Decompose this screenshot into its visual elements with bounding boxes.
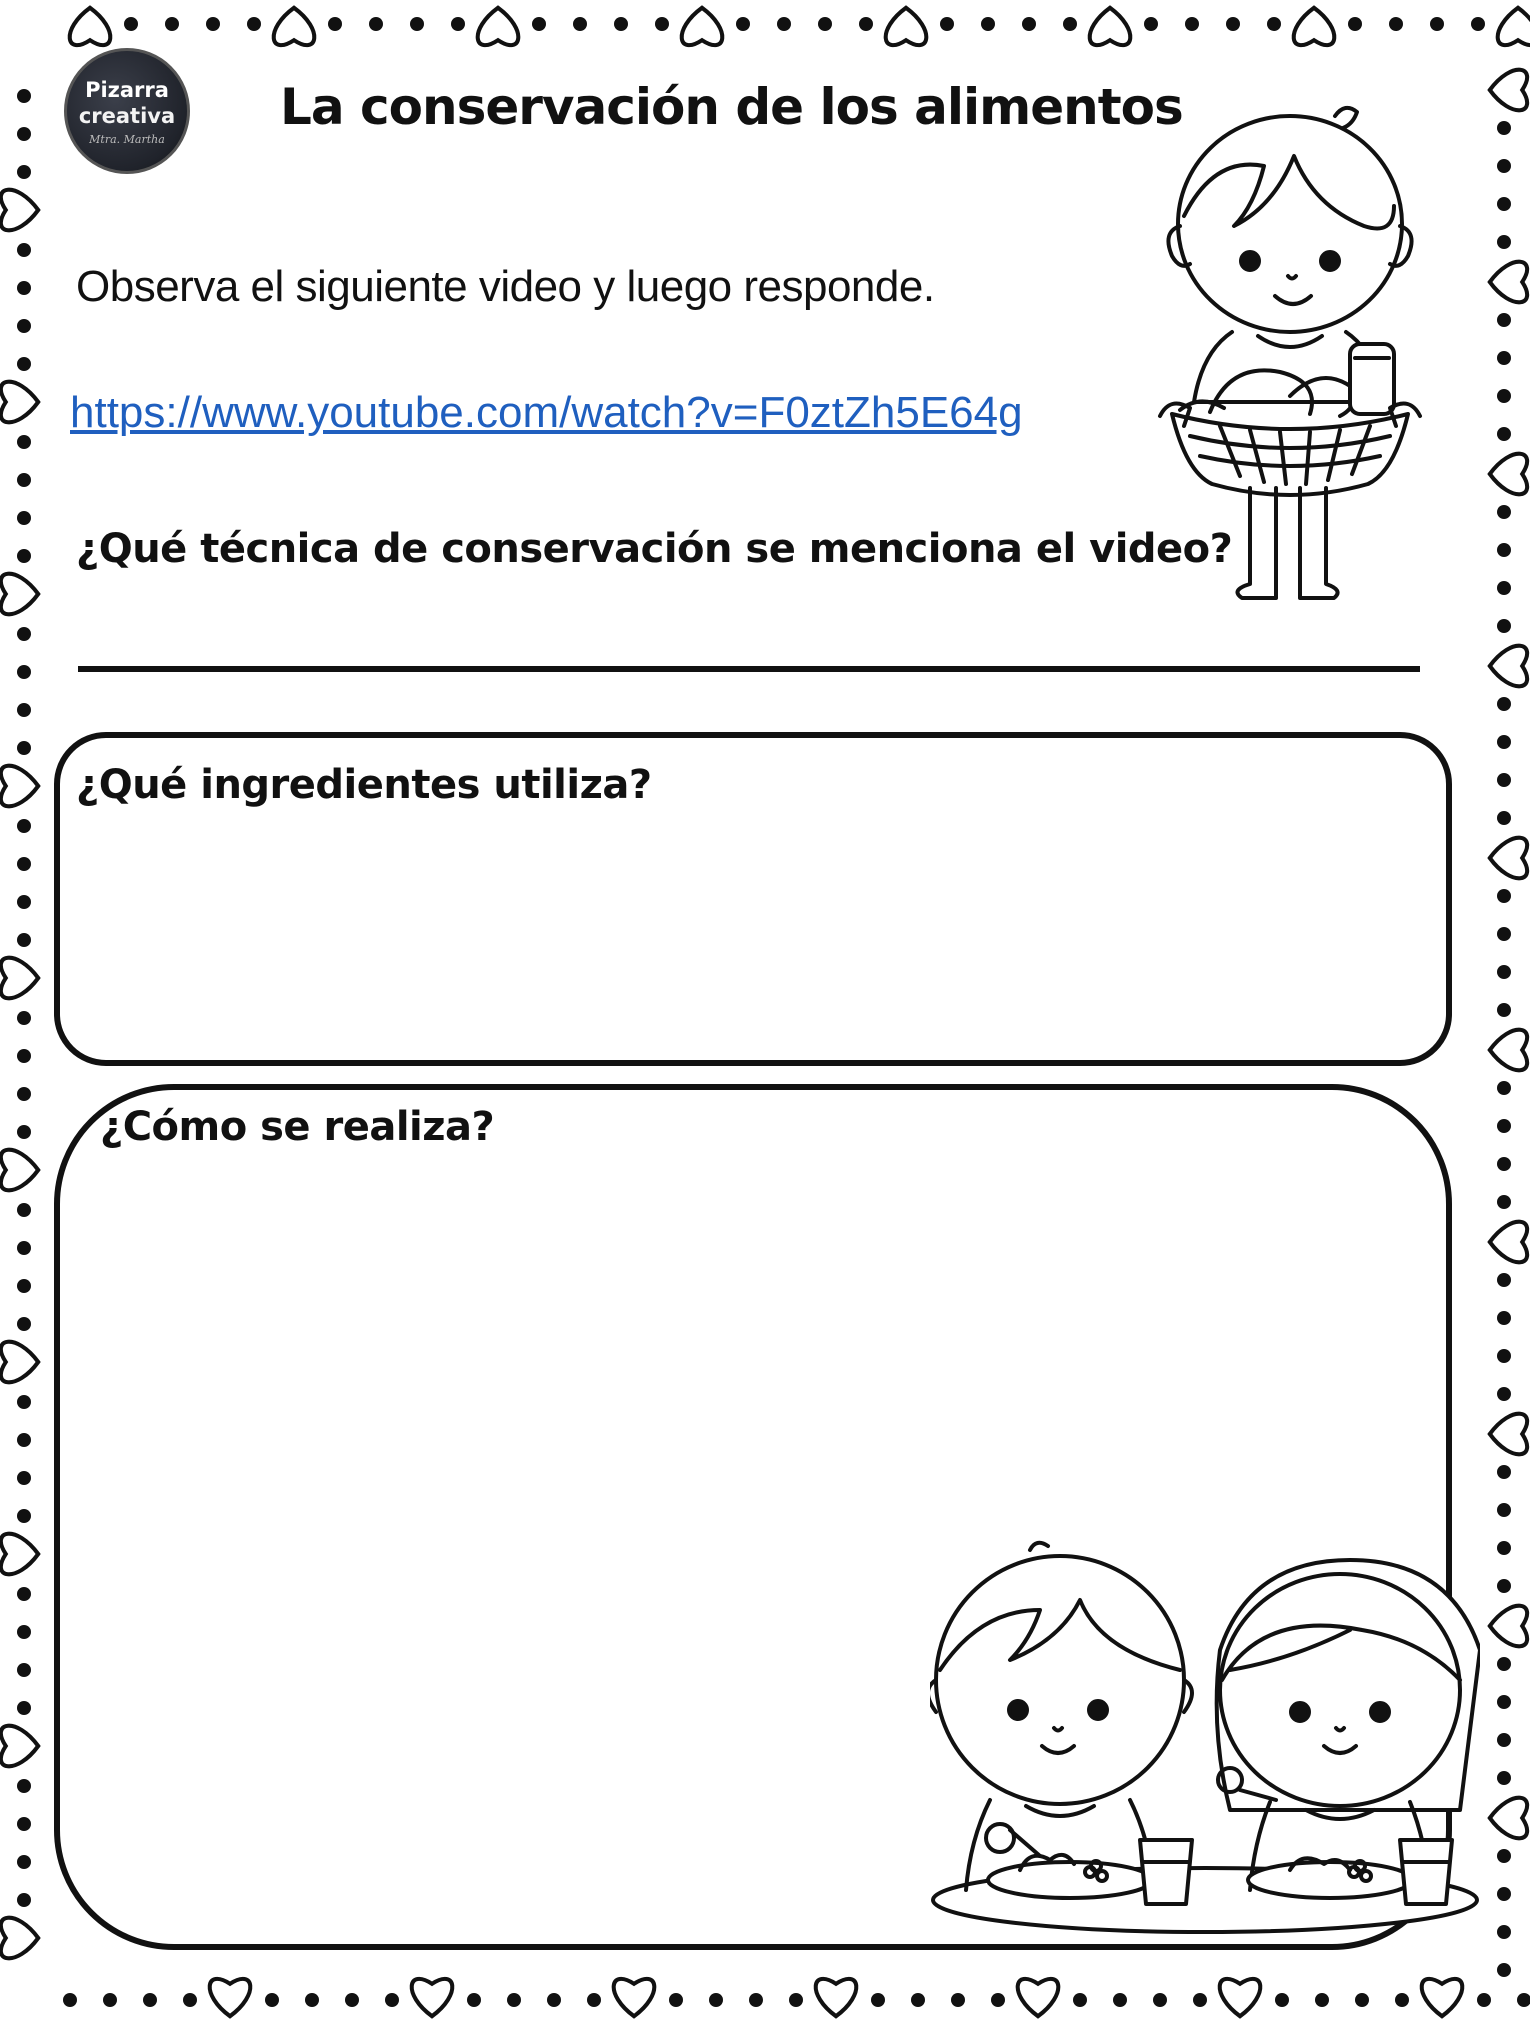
border-dot — [789, 1993, 803, 2007]
border-heart-icon — [1422, 1979, 1463, 2016]
border-dot — [17, 1125, 31, 1139]
border-dot — [183, 1993, 197, 2007]
border-heart-icon — [210, 1979, 251, 2016]
border-dot — [1497, 1003, 1511, 1017]
border-dot — [1153, 1993, 1167, 2007]
border-dot — [1497, 811, 1511, 825]
border-dot — [1226, 17, 1240, 31]
border-dot — [17, 703, 31, 717]
border-dot — [1497, 235, 1511, 249]
border-dot — [991, 1993, 1005, 2007]
border-dot — [1497, 505, 1511, 519]
border-dot — [1430, 17, 1444, 31]
border-dot — [17, 933, 31, 947]
border-dot — [709, 1993, 723, 2007]
border-dot — [369, 17, 383, 31]
border-dot — [547, 1993, 561, 2007]
border-dot — [247, 17, 261, 31]
border-dot — [1497, 773, 1511, 787]
border-heart-icon — [1, 574, 38, 615]
border-heart-icon — [1, 1150, 38, 1191]
border-dot — [1497, 389, 1511, 403]
border-heart-icon — [1, 190, 38, 231]
border-dot — [1497, 1579, 1511, 1593]
border-dot — [859, 17, 873, 31]
border-dot — [1389, 17, 1403, 31]
border-heart-icon — [1220, 1979, 1261, 2016]
border-heart-icon — [1090, 8, 1131, 45]
border-heart-icon — [816, 1979, 857, 2016]
border-heart-icon — [412, 1979, 453, 2016]
border-heart-icon — [1490, 1222, 1527, 1263]
border-dot — [385, 1993, 399, 2007]
border-heart-icon — [1490, 454, 1527, 495]
border-dot — [328, 17, 342, 31]
page-title: La conservación de los alimentos — [280, 78, 1183, 136]
border-heart-icon — [1490, 1606, 1527, 1647]
border-dot — [1395, 1993, 1409, 2007]
border-dot — [1497, 1887, 1511, 1901]
border-dot — [1113, 1993, 1127, 2007]
border-dot — [1497, 1541, 1511, 1555]
pizarra-creativa-logo — [64, 48, 190, 174]
border-dot — [1497, 965, 1511, 979]
border-dot — [1497, 197, 1511, 211]
border-heart-icon — [1498, 8, 1530, 45]
border-dot — [17, 1663, 31, 1677]
border-dot — [1497, 1311, 1511, 1325]
border-dot — [265, 1993, 279, 2007]
question-how: ¿Cómo se realiza? — [100, 1104, 495, 1150]
border-dot — [1063, 17, 1077, 31]
border-heart-icon — [1490, 646, 1527, 687]
border-dot — [736, 17, 750, 31]
border-dot — [103, 1993, 117, 2007]
border-dot — [777, 17, 791, 31]
border-heart-icon — [1294, 8, 1335, 45]
logo-text-line1: Pizarra — [85, 77, 169, 102]
border-heart-icon — [1018, 1979, 1059, 2016]
border-dot — [17, 741, 31, 755]
border-dot — [573, 17, 587, 31]
logo-text-line2: creativa — [78, 103, 176, 128]
border-dot — [63, 1993, 77, 2007]
border-dot — [410, 17, 424, 31]
border-heart-icon — [70, 8, 111, 45]
border-dot — [1497, 1387, 1511, 1401]
border-dot — [17, 357, 31, 371]
border-dot — [1497, 927, 1511, 941]
border-dot — [1477, 1993, 1491, 2007]
border-dot — [17, 89, 31, 103]
border-heart-icon — [886, 8, 927, 45]
border-dot — [1497, 581, 1511, 595]
border-dot — [17, 1241, 31, 1255]
border-heart-icon — [1, 958, 38, 999]
border-dot — [1497, 735, 1511, 749]
border-dot — [1193, 1993, 1207, 2007]
border-dot — [749, 1993, 763, 2007]
border-dot — [17, 435, 31, 449]
border-heart-icon — [682, 8, 723, 45]
border-dot — [17, 1587, 31, 1601]
border-heart-icon — [1, 1726, 38, 1767]
border-dot — [17, 1011, 31, 1025]
border-dot — [1497, 1465, 1511, 1479]
border-dot — [17, 1701, 31, 1715]
border-dot — [1267, 17, 1281, 31]
border-dot — [17, 1779, 31, 1793]
border-dot — [1144, 17, 1158, 31]
border-dot — [1497, 159, 1511, 173]
border-dot — [451, 17, 465, 31]
border-heart-icon — [1, 382, 38, 423]
border-heart-icon — [478, 8, 519, 45]
border-dot — [1497, 1695, 1511, 1709]
border-heart-icon — [1490, 1798, 1527, 1839]
border-dot — [17, 1433, 31, 1447]
border-dot — [165, 17, 179, 31]
border-dot — [17, 819, 31, 833]
border-heart-icon — [614, 1979, 655, 2016]
border-dot — [1497, 1963, 1511, 1977]
border-dot — [871, 1993, 885, 2007]
border-dot — [940, 17, 954, 31]
border-dot — [1348, 17, 1362, 31]
border-dot — [1497, 697, 1511, 711]
border-dot — [532, 17, 546, 31]
border-dot — [1497, 1349, 1511, 1363]
border-dot — [143, 1993, 157, 2007]
border-dot — [1497, 1273, 1511, 1287]
border-dot — [124, 17, 138, 31]
question-ingredients: ¿Qué ingredientes utiliza? — [76, 762, 652, 808]
border-dot — [981, 17, 995, 31]
border-dot — [17, 1855, 31, 1869]
border-dot — [1497, 1081, 1511, 1095]
border-dot — [17, 281, 31, 295]
border-heart-icon — [1, 1918, 38, 1959]
border-heart-icon — [1490, 1414, 1527, 1455]
border-dot — [17, 1203, 31, 1217]
border-dot — [1497, 619, 1511, 633]
border-dot — [1497, 121, 1511, 135]
border-dot — [911, 1993, 925, 2007]
border-dot — [17, 549, 31, 563]
border-heart-icon — [274, 8, 315, 45]
border-dot — [17, 127, 31, 141]
border-heart-icon — [1, 1342, 38, 1383]
border-dot — [1497, 1925, 1511, 1939]
logo-text-line3: Mtra. Martha — [89, 132, 165, 146]
border-dot — [17, 1049, 31, 1063]
border-dot — [1073, 1993, 1087, 2007]
border-dot — [1497, 1157, 1511, 1171]
border-dot — [17, 1087, 31, 1101]
border-dot — [1497, 351, 1511, 365]
children-eating-illustration — [930, 1540, 1480, 1940]
instruction-text: Observa el siguiente video y luego responde. — [76, 262, 935, 311]
border-dot — [1022, 17, 1036, 31]
border-dot — [305, 1993, 319, 2007]
border-dot — [17, 511, 31, 525]
border-dot — [1275, 1993, 1289, 2007]
border-dot — [1497, 1849, 1511, 1863]
border-dot — [17, 243, 31, 257]
video-link[interactable]: https://www.youtube.com/watch?v=F0ztZh5E64g — [70, 388, 1023, 437]
border-dot — [1497, 1119, 1511, 1133]
border-dot — [1497, 427, 1511, 441]
border-dot — [206, 17, 220, 31]
border-dot — [1497, 1771, 1511, 1785]
border-dot — [17, 895, 31, 909]
border-dot — [17, 1625, 31, 1639]
border-dot — [1497, 313, 1511, 327]
border-dot — [818, 17, 832, 31]
border-dot — [17, 857, 31, 871]
border-dot — [17, 665, 31, 679]
border-dot — [1355, 1993, 1369, 2007]
border-dot — [669, 1993, 683, 2007]
border-dot — [587, 1993, 601, 2007]
border-dot — [507, 1993, 521, 2007]
border-dot — [1315, 1993, 1329, 2007]
border-dot — [17, 1317, 31, 1331]
border-dot — [17, 1817, 31, 1831]
border-dot — [17, 473, 31, 487]
border-dot — [1471, 17, 1485, 31]
border-dot — [1497, 1657, 1511, 1671]
answer-line-technique[interactable] — [78, 666, 1420, 672]
border-dot — [17, 319, 31, 333]
border-dot — [1497, 889, 1511, 903]
border-heart-icon — [1, 766, 38, 807]
border-dot — [17, 1395, 31, 1409]
border-dot — [1497, 1733, 1511, 1747]
border-heart-icon — [1490, 1030, 1527, 1071]
border-dot — [1517, 1993, 1530, 2007]
border-dot — [614, 17, 628, 31]
border-heart-icon — [1490, 262, 1527, 303]
border-dot — [1497, 1195, 1511, 1209]
border-dot — [467, 1993, 481, 2007]
border-dot — [951, 1993, 965, 2007]
border-heart-icon — [1490, 70, 1527, 111]
border-dot — [1185, 17, 1199, 31]
border-dot — [17, 1509, 31, 1523]
border-dot — [655, 17, 669, 31]
border-dot — [1497, 543, 1511, 557]
border-dot — [17, 1279, 31, 1293]
border-dot — [17, 627, 31, 641]
border-dot — [17, 165, 31, 179]
border-dot — [17, 1471, 31, 1485]
border-dot — [345, 1993, 359, 2007]
border-dot — [17, 1893, 31, 1907]
border-heart-icon — [1, 1534, 38, 1575]
border-heart-icon — [1490, 838, 1527, 879]
border-dot — [1497, 1503, 1511, 1517]
question-technique: ¿Qué técnica de conservación se menciona el video? — [76, 526, 1233, 572]
